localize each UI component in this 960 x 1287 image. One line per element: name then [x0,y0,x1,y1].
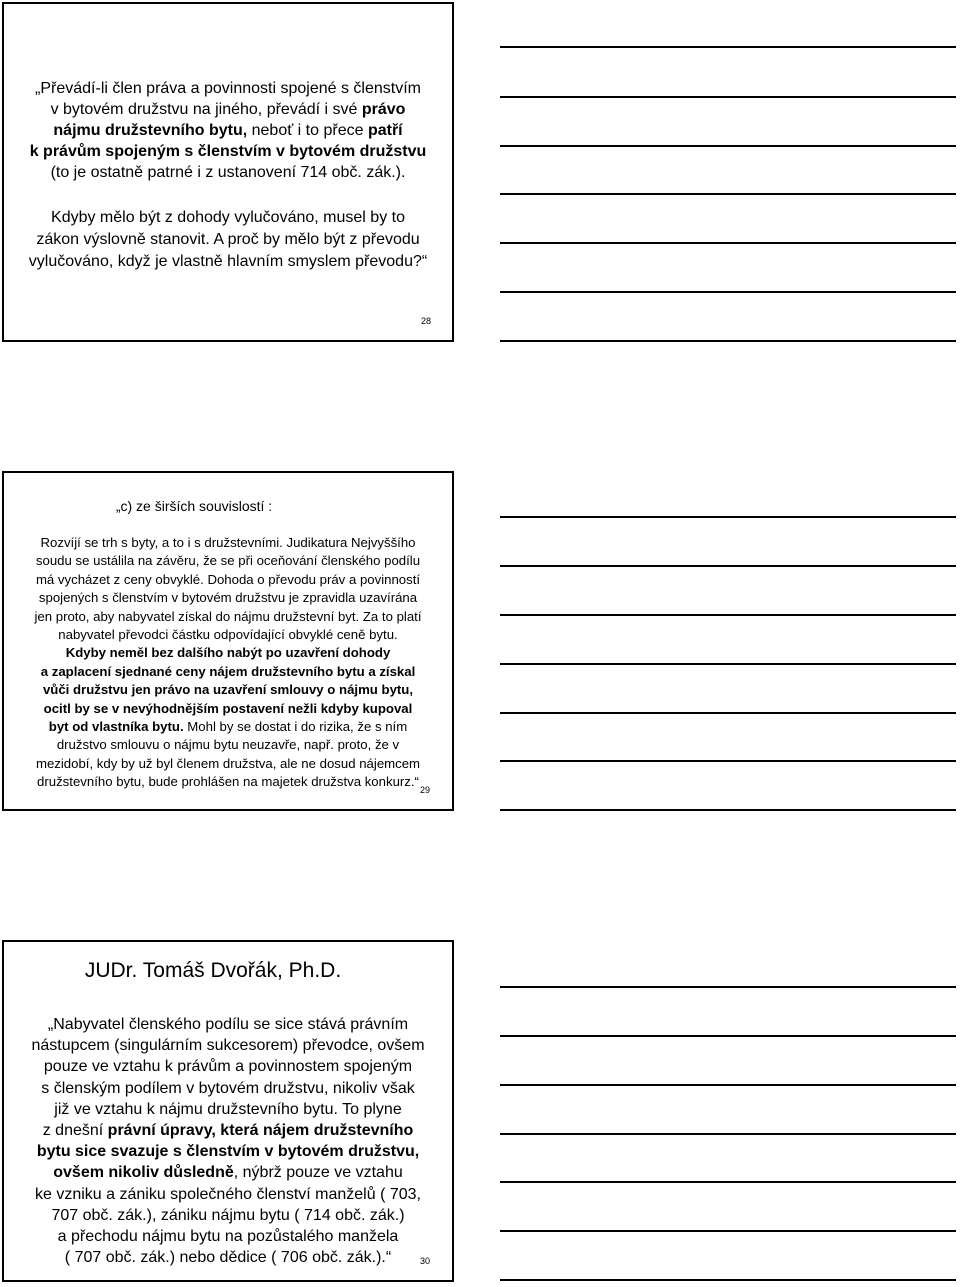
text-line: nabyvatel převodci částku odpovídající obvyklé ceně bytu. [58,627,398,643]
slide-28-question [4,207,452,273]
text-line: jen proto, aby nabyvatel získal do nájmu družstevní byt. Za to platí [34,608,422,624]
text-line: pouze ve vztahu k právům a povinnostem spojeným [43,1058,413,1076]
text-line: vůči družstvu jen právo na uzavření smlouvy o nájmu bytu, [42,682,414,698]
text-line: mezidobí, kdy by už byl členem družstva, ale ne dosud nájemcem [35,755,421,771]
text-line: (to je ostatně patrné i z ustanovení 714 obč. zák.). [50,164,406,181]
text-line: již ve vztahu k nájmu družstevního bytu. To plyne [54,1100,402,1118]
text-line: Kdyby neměl bez dalšího nabýt po uzavření dohody [65,645,391,661]
slide-28 [2,2,454,342]
text-line: k právům spojeným s členstvím v bytovém družstvu [29,143,427,160]
text-line: v bytovém družstvu na jiného, převádí i své právo [50,101,406,118]
text-line: s členským podílem v bytovém družstvu, nikoliv však [41,1079,415,1097]
slide-30-quote [4,1014,452,1268]
text-line: soudu se ustálila na závěru, že se při oceňování členského podílu [35,553,421,569]
text-line: ( 707 obč. zák.) nebo dědice ( 706 obč. zák.).“ [64,1249,392,1267]
text-line: a zaplacení sjednané ceny nájem družstevního bytu a získal [40,663,416,679]
text-line: „Převádí-li člen práva a povinnosti spojené s členstvím [35,80,421,97]
text-line: zákon výslovně stanovit. A proč by mělo být z převodu [36,231,420,248]
slide-28-quote [4,78,452,183]
text-line: Rozvíjí se trh s byty, a to i s družstevními. Judikatura Nejvyššího [40,535,416,550]
text-line: spojených s členstvím v bytovém družstvu je zpravidla uzavírána [38,590,418,606]
slide-30 [2,940,454,1282]
text-line: byt od vlastníka bytu. Mohl by se dostat i do rizika, že s ním [48,719,408,735]
text-line: bytu sice svazuje s členstvím v bytovém družstvu, [36,1143,420,1161]
text-line: z dnešní právní úpravy, která nájem družstevního [42,1122,414,1140]
text-line: nájmu družstevního bytu, neboť i to přece patří [53,122,403,139]
slide-29 [2,471,454,811]
text-line: ke vzniku a zániku společného členství manželů ( 703, [35,1185,421,1203]
page-number: 28 [421,316,432,326]
text-line: „Nabyvatel členského podílu se sice stává právním [47,1016,409,1033]
slide-30-author: JUDr. Tomáš Dvořák, Ph.D. [84,959,342,982]
text-line: 707 obč. zák.), zániku nájmu bytu ( 714 obč. zák.) [51,1206,405,1224]
page-number: 30 [420,1256,431,1266]
slide-29-heading: „c) ze širších souvislostí : [115,498,273,514]
text-line: ovšem nikoliv důsledně, nýbrž pouze ve vztahu [53,1164,403,1182]
text-line: a přechodu nájmu bytu na pozůstalého manžela [57,1228,399,1246]
text-line: Kdyby mělo být z dohody vylučováno, musel by to [51,209,405,226]
text-line: ocitl by se v nevýhodnějším postavení nežli kdyby kupoval [43,700,413,716]
page-number: 29 [420,785,431,795]
text-line: vylučováno, když je vlastně hlavním smyslem převodu?“ [28,253,428,270]
text-line: má vycházet z ceny obvyklé. Dohoda o převodu práv a povinností [35,571,421,587]
text-line: nástupcem (singulárním sukcesorem) převodce, ovšem [31,1037,425,1055]
text-line: družstvo smlouvu o nájmu bytu neuzavře, např. proto, že v [56,737,400,753]
text-line: družstevního bytu, bude prohlášen na majetek družstva konkurz.“ [37,774,419,790]
slide-29-body [4,534,452,792]
